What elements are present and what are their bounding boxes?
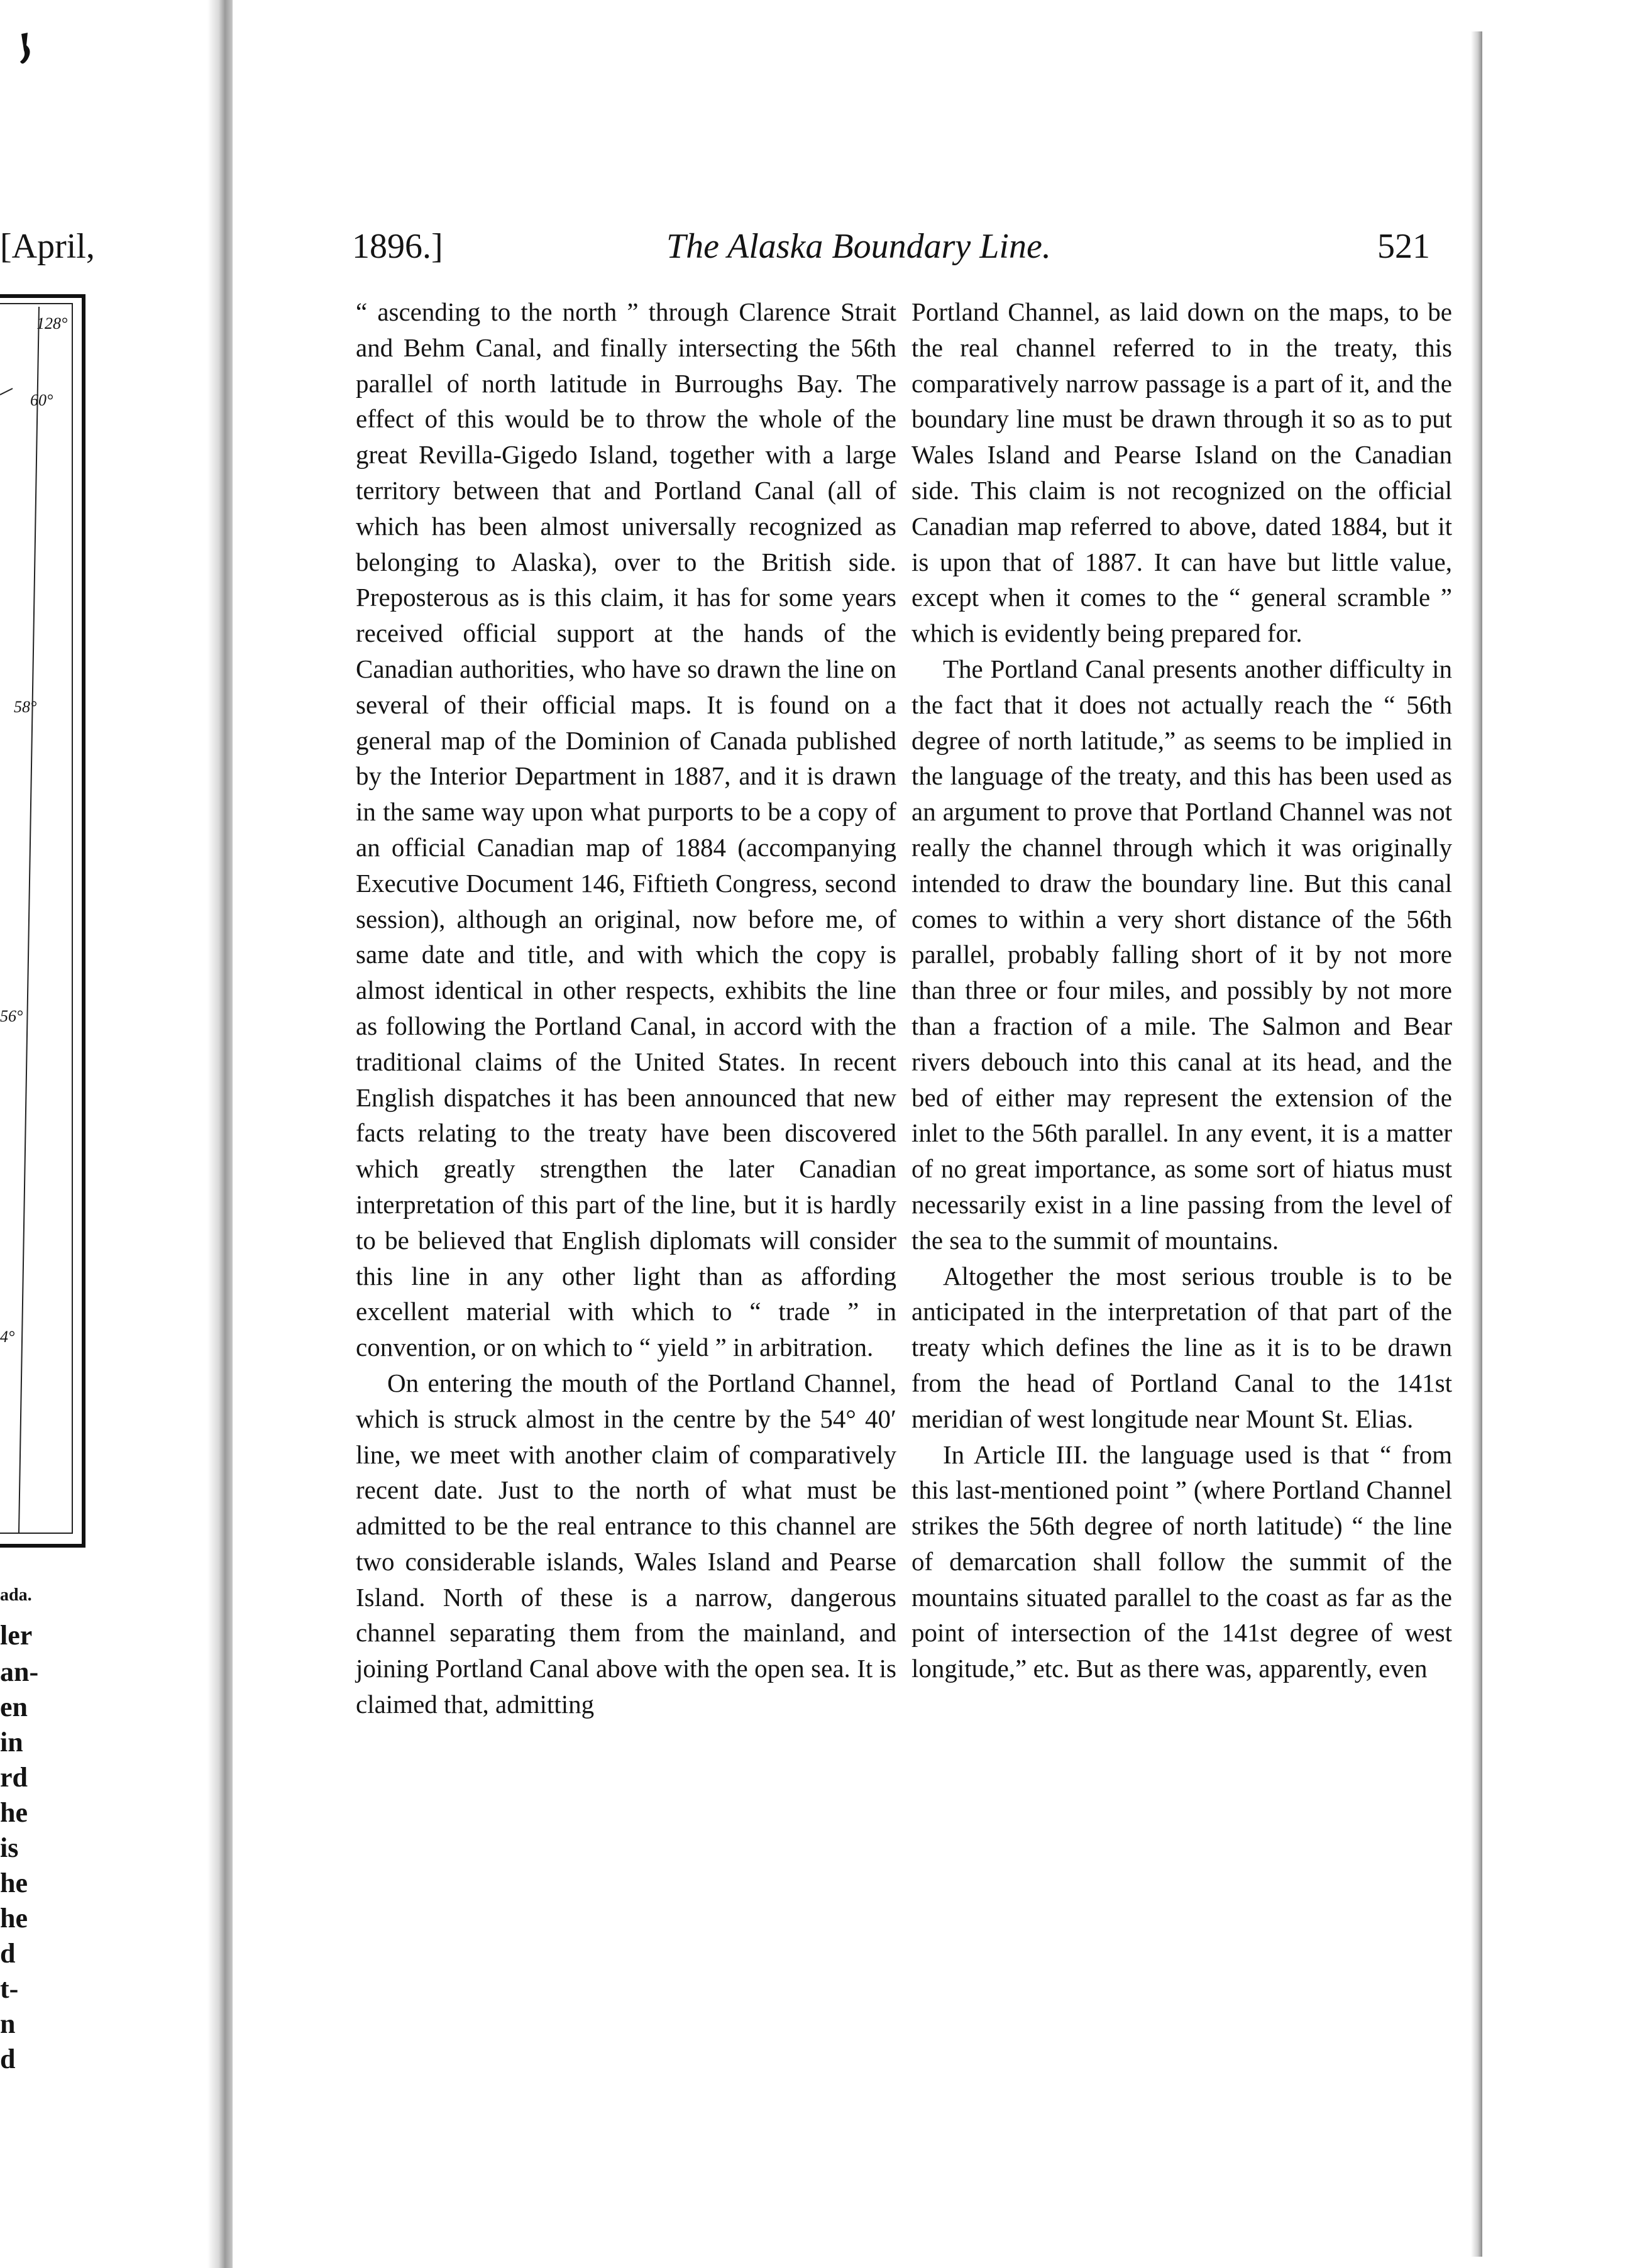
map-meridian-lines [0,294,88,1545]
paragraph: Portland Channel, as laid down on the maps, to be the real channel referred to in the treaty, this comparatively narrow passage is a part of it, and the boundary line must be drawn through it so as to put Wales Island and Pearse Island on the Canadian side. This claim is not recognized on the official Canadian map referred to above, dated 1884, but it is upon that of 1887. It can have but little value, except when it comes to the “ general scramble ” which is evidently being prepared for. [911,297,1452,648]
facing-page-header: [April, [0,227,95,266]
map-label-58: 58° [14,698,37,716]
page-number: 521 [1377,227,1430,266]
margin-background [1482,0,1652,2268]
facing-text-fragment: he [0,1797,28,1828]
text-column-left [356,294,896,1722]
map-label-128: 128° [36,314,68,333]
facing-text-fragment: he [0,1903,28,1934]
facing-text-fragment: n [0,2008,16,2039]
facing-text-fragment: ada. [0,1585,32,1605]
facing-text-fragment: an- [0,1656,39,1687]
facing-text-fragment: ler [0,1620,33,1651]
facing-text-fragment: in [0,1727,23,1758]
map-label-54: 4° [0,1328,15,1346]
paragraph: On entering the mouth of the Portland Channel, which is struck almost in the centre by the 54° 40′ line, we meet with another claim of comparatively recent date. Just to the north of what must be admitted to be the real entrance to this channel are two considerable islands, Wales Island and Pearse Island. North of these is a narrow, dangerous channel separating them from the mainland, and joining Portland Canal above with the open sea. It is claimed that, admitting [356,1368,896,1719]
facing-text-fragment: he [0,1868,28,1898]
map-label-60: 60° [30,391,53,409]
facing-page [0,0,214,2268]
running-head-title: The Alaska Boundary Line. [666,227,1051,266]
paragraph: The Portland Canal presents another difficulty in the fact that it does not actually reach the “ 56th degree of north latitude,” as seems to be implied in the language of the treaty, and this has been used as an argument to prove that Portland Channel was not really the channel through which it was originally intended to draw the boundary line. But this canal comes to within a very short distance of the 56th parallel, probably falling short of it by not more than three or four miles, and possibly by not more than a fraction of a mile. The Salmon and Bear rivers debouch into this canal at its head, and the bed of either may represent the extension of the inlet to the 56th parallel. In any event, it is a matter of no great importance, as some sort of hiatus must necessarily exist in a line passing from the level of the sea to the summit of mountains. [911,654,1452,1255]
facing-text-fragment: d [0,1938,16,1969]
facing-text-fragment: d [0,2044,16,2074]
facing-text-fragment: rd [0,1762,28,1793]
running-head [352,226,1430,270]
text-column-right [911,294,1452,1687]
binding-gutter [207,0,233,2268]
binding-mark-icon [18,31,35,69]
running-head-year: 1896.] [352,227,443,266]
paragraph: “ ascending to the north ” through Clarence Strait and Behm Canal, and finally intersecting the 56th parallel of north latitude in Burroughs Bay. The effect of this would be to throw the whole of the great Revilla-Gigedo Island, together with a large territory between that and Portland Canal (all of which has been almost universally recognized as belonging to Alaska), over to the British side. Preposterous as is this claim, it has for some years received official support at the hands of the Canadian authorities, who have so drawn the line on several of their official maps. It is found on a general map of the Dominion of Canada published by the Interior Department in 1887, and it is drawn in the same way upon what purports to be a copy of an official Canadian map of 1884 (accompanying Executive Document 146, Fiftieth Congress, second session), although an original, now before me, of same date and title, and with which the copy is almost identical in other respects, exhibits the line as following the Portland Canal, in accord with the traditional claims of the United States. In recent English dispatches it has been announced that new facts relating to the treaty have been discovered which greatly strengthen the later Canadian interpretation of this part of the line, but it is hardly to be believed that English diplomats will consider this line in any other light than as affording excellent material with which to “ trade ” in convention, or on which to “ yield ” in arbitration. [356,297,896,1362]
facing-text-fragment: t- [0,1973,19,2004]
map-label-56: 56° [0,1007,23,1025]
facing-text-fragment: is [0,1832,19,1863]
paragraph: Altogether the most serious trouble is to be anticipated in the interpretation of that part of the treaty which defines the line as it is to be drawn from the head of Portland Canal to the 141st meridian of west longitude near Mount St. Elias. [911,1261,1452,1433]
facing-text-fragment: en [0,1692,28,1722]
page-edge [1471,31,1482,2257]
paragraph: In Article III. the language used is that “ from this last-mentioned point ” (where Portland Channel strikes the 56th degree of north latitude) “ the line of demarcation shall follow the summit of the mountains situated parallel to the coast as far as the point of intersection of the 141st degree of west longitude,” etc. But as there was, apparently, even [911,1440,1452,1683]
